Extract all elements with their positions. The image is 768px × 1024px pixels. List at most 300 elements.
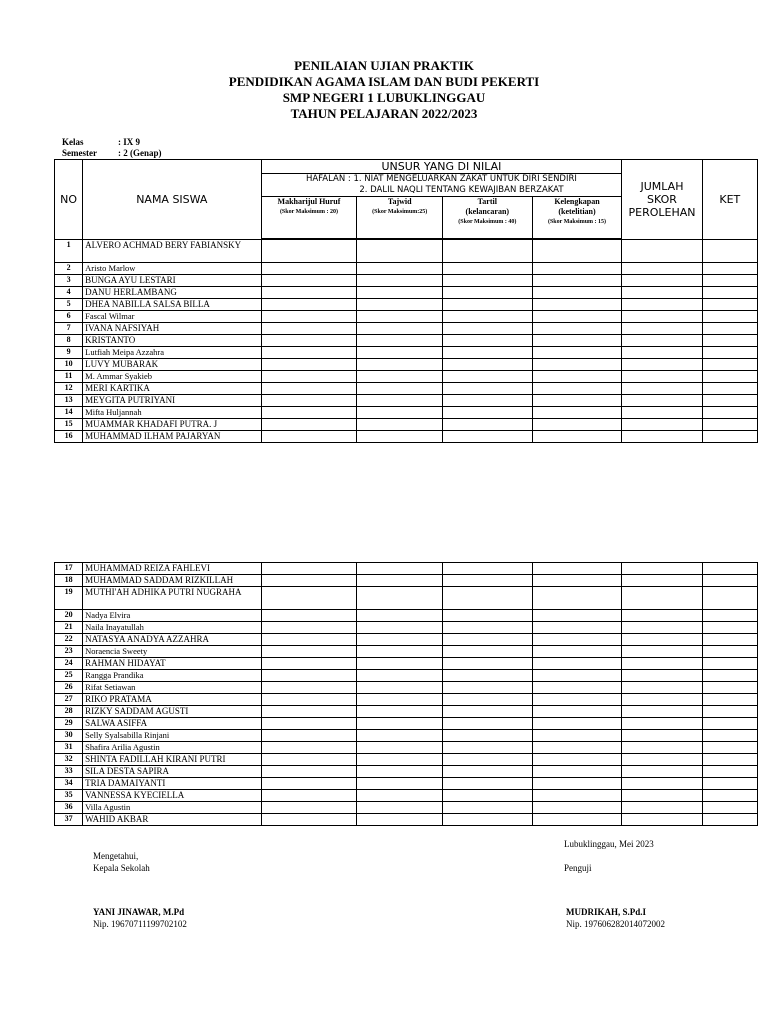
- score-cell[interactable]: [622, 646, 702, 658]
- score-cell[interactable]: [622, 790, 702, 802]
- score-cell[interactable]: [532, 682, 622, 694]
- score-cell[interactable]: [261, 371, 357, 383]
- score-cell[interactable]: [357, 311, 443, 323]
- score-cell[interactable]: [442, 646, 532, 658]
- score-cell[interactable]: [702, 622, 757, 634]
- score-cell[interactable]: [442, 563, 532, 575]
- header-jumlah-skor: [622, 160, 702, 240]
- score-cell[interactable]: [532, 730, 622, 742]
- score-cell[interactable]: [442, 634, 532, 646]
- score-cell[interactable]: [702, 263, 757, 275]
- tartil-title: Tartil: [477, 197, 497, 206]
- score-cell[interactable]: [532, 802, 622, 814]
- student-name: RIZKY SADDAM AGUSTI: [83, 706, 261, 718]
- score-cell[interactable]: [357, 575, 443, 587]
- score-cell[interactable]: [357, 742, 443, 754]
- student-name: Aristo Marlow: [83, 263, 261, 275]
- hafalan-line2: 2. DALIL NAQLI TENTANG KEWAJIBAN BERZAKAT: [359, 185, 564, 195]
- score-cell[interactable]: [357, 347, 443, 359]
- score-cell[interactable]: [261, 407, 357, 419]
- score-cell[interactable]: [442, 347, 532, 359]
- score-cell[interactable]: [622, 419, 702, 431]
- penguji-label: Penguji: [564, 863, 592, 873]
- score-cell[interactable]: [532, 694, 622, 706]
- score-cell[interactable]: [442, 407, 532, 419]
- table-row: [55, 395, 758, 407]
- score-cell[interactable]: [357, 706, 443, 718]
- score-cell[interactable]: [702, 814, 757, 826]
- score-cell[interactable]: [702, 419, 757, 431]
- score-cell[interactable]: [622, 658, 702, 670]
- score-cell[interactable]: [702, 371, 757, 383]
- score-cell[interactable]: [442, 718, 532, 730]
- table-row: [55, 575, 758, 587]
- score-cell[interactable]: [261, 575, 357, 587]
- score-cell[interactable]: [261, 646, 357, 658]
- student-number: 7: [55, 323, 83, 335]
- score-cell[interactable]: [532, 790, 622, 802]
- score-cell[interactable]: [702, 706, 757, 718]
- score-cell[interactable]: [532, 395, 622, 407]
- table-row: [55, 359, 758, 371]
- score-cell[interactable]: [442, 622, 532, 634]
- student-number: 11: [55, 371, 83, 383]
- score-cell[interactable]: [442, 299, 532, 311]
- score-cell[interactable]: [261, 790, 357, 802]
- score-cell[interactable]: [261, 718, 357, 730]
- score-cell[interactable]: [702, 682, 757, 694]
- score-cell[interactable]: [357, 395, 443, 407]
- score-cell[interactable]: [532, 646, 622, 658]
- score-cell[interactable]: [261, 682, 357, 694]
- score-cell[interactable]: [532, 658, 622, 670]
- score-cell[interactable]: [442, 766, 532, 778]
- score-cell[interactable]: [442, 335, 532, 347]
- student-number: 21: [55, 622, 83, 634]
- student-number: 5: [55, 299, 83, 311]
- score-cell[interactable]: [357, 275, 443, 287]
- score-cell[interactable]: [442, 287, 532, 299]
- score-cell[interactable]: [532, 670, 622, 682]
- student-name: ALVERO ACHMAD BERY FABIANSKY: [83, 240, 261, 263]
- title-line-1: PENILAIAN UJIAN PRAKTIK: [294, 58, 474, 73]
- score-cell[interactable]: [357, 802, 443, 814]
- score-cell[interactable]: [622, 814, 702, 826]
- student-name: MERI KARTIKA: [83, 383, 261, 395]
- score-cell[interactable]: [261, 563, 357, 575]
- student-name: BUNGA AYU LESTARI: [83, 275, 261, 287]
- semester-value: : 2 (Genap): [118, 148, 162, 158]
- score-cell[interactable]: [532, 706, 622, 718]
- score-cell[interactable]: [532, 263, 622, 275]
- score-cell[interactable]: [702, 323, 757, 335]
- score-cell[interactable]: [442, 575, 532, 587]
- header-kelengkapan: [532, 197, 622, 239]
- score-cell[interactable]: [702, 646, 757, 658]
- table-row: [55, 742, 758, 754]
- tajwid-sub: (Skor Maksimum:25): [372, 209, 428, 215]
- score-cell[interactable]: [532, 311, 622, 323]
- score-cell[interactable]: [261, 742, 357, 754]
- student-number: 24: [55, 658, 83, 670]
- score-cell[interactable]: [532, 275, 622, 287]
- table-row: [55, 263, 758, 275]
- score-cell[interactable]: [357, 682, 443, 694]
- score-cell[interactable]: [622, 263, 702, 275]
- score-cell[interactable]: [622, 778, 702, 790]
- score-cell[interactable]: [702, 634, 757, 646]
- score-cell[interactable]: [357, 299, 443, 311]
- score-cell[interactable]: [532, 634, 622, 646]
- score-cell[interactable]: [442, 587, 532, 610]
- student-name: MUHAMMAD ILHAM PAJARYAN: [83, 431, 261, 443]
- score-cell[interactable]: [622, 383, 702, 395]
- score-cell[interactable]: [261, 359, 357, 371]
- score-cell[interactable]: [357, 431, 443, 443]
- score-cell[interactable]: [261, 706, 357, 718]
- student-name: Noraencia Sweety: [83, 646, 261, 658]
- score-cell[interactable]: [532, 323, 622, 335]
- score-cell[interactable]: [702, 240, 757, 263]
- score-cell[interactable]: [261, 323, 357, 335]
- score-cell[interactable]: [532, 287, 622, 299]
- student-name: Naila Inayatullah: [83, 622, 261, 634]
- score-cell[interactable]: [442, 323, 532, 335]
- score-cell[interactable]: [622, 323, 702, 335]
- score-cell[interactable]: [622, 431, 702, 443]
- score-cell[interactable]: [702, 383, 757, 395]
- score-cell[interactable]: [442, 658, 532, 670]
- score-cell[interactable]: [622, 407, 702, 419]
- score-cell[interactable]: [702, 694, 757, 706]
- score-cell[interactable]: [261, 730, 357, 742]
- hafalan-line1: HAFALAN : 1. NIAT MENGELUARKAN ZAKAT UNTUK DIRI SENDIRI: [305, 174, 577, 184]
- score-cell[interactable]: [532, 766, 622, 778]
- score-cell[interactable]: [622, 395, 702, 407]
- score-cell[interactable]: [622, 371, 702, 383]
- score-cell[interactable]: [622, 766, 702, 778]
- score-cell[interactable]: [622, 802, 702, 814]
- score-cell[interactable]: [442, 706, 532, 718]
- score-cell[interactable]: [532, 575, 622, 587]
- score-cell[interactable]: [702, 587, 757, 610]
- student-name: DANU HERLAMBANG: [83, 287, 261, 299]
- score-cell[interactable]: [532, 419, 622, 431]
- score-cell[interactable]: [702, 670, 757, 682]
- score-cell[interactable]: [702, 407, 757, 419]
- score-cell[interactable]: [702, 766, 757, 778]
- right-signer-name: MUDRIKAH, S.Pd.I: [566, 907, 647, 917]
- score-cell[interactable]: [357, 240, 443, 263]
- score-cell[interactable]: [622, 682, 702, 694]
- score-cell[interactable]: [622, 575, 702, 587]
- header-jumlah-line2: SKOR: [647, 193, 677, 206]
- score-cell[interactable]: [622, 311, 702, 323]
- student-name: MUAMMAR KHADAFI PUTRA. J: [83, 419, 261, 431]
- score-cell[interactable]: [261, 395, 357, 407]
- score-cell[interactable]: [702, 754, 757, 766]
- score-cell[interactable]: [622, 694, 702, 706]
- score-cell[interactable]: [622, 634, 702, 646]
- score-cell[interactable]: [702, 610, 757, 622]
- score-cell[interactable]: [702, 658, 757, 670]
- score-cell[interactable]: [261, 383, 357, 395]
- score-cell[interactable]: [622, 730, 702, 742]
- score-cell[interactable]: [357, 670, 443, 682]
- score-cell[interactable]: [702, 563, 757, 575]
- score-cell[interactable]: [442, 802, 532, 814]
- document-title: [0, 58, 768, 122]
- score-cell[interactable]: [357, 694, 443, 706]
- score-cell[interactable]: [261, 347, 357, 359]
- score-cell[interactable]: [622, 299, 702, 311]
- score-cell[interactable]: [357, 371, 443, 383]
- table-row: [55, 718, 758, 730]
- score-cell[interactable]: [622, 754, 702, 766]
- header-hafalan: [261, 174, 622, 197]
- score-cell[interactable]: [442, 371, 532, 383]
- score-cell[interactable]: [532, 718, 622, 730]
- score-cell[interactable]: [532, 240, 622, 263]
- score-cell[interactable]: [702, 287, 757, 299]
- score-cell[interactable]: [261, 275, 357, 287]
- score-cell[interactable]: [622, 587, 702, 610]
- score-cell[interactable]: [622, 742, 702, 754]
- student-name: DHEA NABILLA SALSA BILLA: [83, 299, 261, 311]
- score-cell[interactable]: [532, 359, 622, 371]
- student-name: LUVY MUBARAK: [83, 359, 261, 371]
- score-cell[interactable]: [357, 287, 443, 299]
- score-cell[interactable]: [261, 634, 357, 646]
- score-cell[interactable]: [357, 622, 443, 634]
- score-cell[interactable]: [622, 359, 702, 371]
- score-cell[interactable]: [702, 742, 757, 754]
- student-number: 3: [55, 275, 83, 287]
- score-cell[interactable]: [532, 335, 622, 347]
- score-cell[interactable]: [442, 790, 532, 802]
- score-cell[interactable]: [261, 670, 357, 682]
- kelengkapan-title2: (ketelitian): [558, 207, 596, 216]
- score-cell[interactable]: [442, 311, 532, 323]
- score-cell[interactable]: [357, 790, 443, 802]
- table-row: [55, 311, 758, 323]
- score-cell[interactable]: [532, 814, 622, 826]
- score-cell[interactable]: [532, 383, 622, 395]
- score-cell[interactable]: [702, 730, 757, 742]
- score-cell[interactable]: [702, 802, 757, 814]
- score-cell[interactable]: [357, 407, 443, 419]
- score-cell[interactable]: [442, 754, 532, 766]
- score-cell[interactable]: [357, 766, 443, 778]
- score-cell[interactable]: [442, 742, 532, 754]
- score-cell[interactable]: [442, 263, 532, 275]
- student-number: 26: [55, 682, 83, 694]
- score-cell[interactable]: [261, 814, 357, 826]
- table-row: [55, 431, 758, 443]
- score-cell[interactable]: [702, 299, 757, 311]
- penguji-name: [566, 906, 646, 918]
- student-name: IVANA NAFSIYAH: [83, 323, 261, 335]
- score-cell[interactable]: [261, 287, 357, 299]
- kelengkapan-sub: (Skor Maksimum : 15): [547, 219, 607, 225]
- score-cell[interactable]: [442, 778, 532, 790]
- table-row: [55, 371, 758, 383]
- score-cell[interactable]: [357, 646, 443, 658]
- score-cell[interactable]: [261, 766, 357, 778]
- score-cell[interactable]: [532, 622, 622, 634]
- score-cell[interactable]: [622, 275, 702, 287]
- header-makharijul-huruf: [261, 197, 357, 239]
- header-tajwid: [357, 197, 443, 239]
- score-cell[interactable]: [532, 610, 622, 622]
- score-cell[interactable]: [357, 814, 443, 826]
- header-jumlah-line3: PEROLEHAN: [628, 206, 696, 219]
- score-cell[interactable]: [261, 419, 357, 431]
- score-cell[interactable]: [702, 335, 757, 347]
- place-date: Lubuklinggau, Mei 2023: [564, 839, 654, 849]
- score-cell[interactable]: [702, 431, 757, 443]
- score-cell[interactable]: [261, 754, 357, 766]
- student-number: 20: [55, 610, 83, 622]
- score-cell[interactable]: [442, 682, 532, 694]
- score-cell[interactable]: [702, 790, 757, 802]
- score-cell[interactable]: [532, 754, 622, 766]
- score-cell[interactable]: [532, 563, 622, 575]
- score-cell[interactable]: [357, 778, 443, 790]
- score-cell[interactable]: [261, 311, 357, 323]
- score-cell[interactable]: [357, 610, 443, 622]
- score-cell[interactable]: [261, 299, 357, 311]
- score-cell[interactable]: [442, 395, 532, 407]
- score-cell[interactable]: [702, 718, 757, 730]
- score-cell[interactable]: [532, 347, 622, 359]
- score-cell[interactable]: [357, 263, 443, 275]
- table-row: [55, 754, 758, 766]
- score-cell[interactable]: [702, 311, 757, 323]
- student-rows-part1: [55, 240, 758, 443]
- score-cell[interactable]: [702, 275, 757, 287]
- student-name: SHINTA FADILLAH KIRANI PUTRI: [83, 754, 261, 766]
- student-name: Selly Syalsabilla Rinjani: [83, 730, 261, 742]
- score-cell[interactable]: [357, 754, 443, 766]
- score-cell[interactable]: [357, 419, 443, 431]
- header-jumlah-line1: JUMLAH: [640, 180, 684, 193]
- score-cell[interactable]: [532, 778, 622, 790]
- left-signer-name: YANI JINAWAR, M.Pd: [93, 907, 185, 917]
- student-number: 14: [55, 407, 83, 419]
- score-cell[interactable]: [261, 658, 357, 670]
- score-cell[interactable]: [261, 802, 357, 814]
- score-cell[interactable]: [261, 610, 357, 622]
- score-cell[interactable]: [442, 730, 532, 742]
- score-cell[interactable]: [357, 323, 443, 335]
- score-cell[interactable]: [357, 718, 443, 730]
- student-number: 1: [55, 240, 83, 263]
- score-cell[interactable]: [261, 263, 357, 275]
- table-row: [55, 730, 758, 742]
- score-cell[interactable]: [357, 587, 443, 610]
- score-cell[interactable]: [622, 335, 702, 347]
- score-cell[interactable]: [622, 610, 702, 622]
- score-cell[interactable]: [261, 587, 357, 610]
- score-cell[interactable]: [622, 622, 702, 634]
- table-row: [55, 658, 758, 670]
- score-cell[interactable]: [357, 634, 443, 646]
- score-cell[interactable]: [442, 610, 532, 622]
- score-cell[interactable]: [357, 383, 443, 395]
- score-cell[interactable]: [532, 407, 622, 419]
- mengetahui-label: Mengetahui,: [93, 851, 139, 861]
- score-cell[interactable]: [442, 431, 532, 443]
- score-cell[interactable]: [442, 694, 532, 706]
- score-cell[interactable]: [442, 383, 532, 395]
- score-cell[interactable]: [442, 814, 532, 826]
- score-cell[interactable]: [622, 706, 702, 718]
- score-cell[interactable]: [261, 335, 357, 347]
- score-cell[interactable]: [702, 778, 757, 790]
- student-name: KRISTANTO: [83, 335, 261, 347]
- score-cell[interactable]: [702, 395, 757, 407]
- student-number: 31: [55, 742, 83, 754]
- score-cell[interactable]: [442, 419, 532, 431]
- score-cell[interactable]: [442, 240, 532, 263]
- score-cell[interactable]: [532, 371, 622, 383]
- score-cell[interactable]: [261, 622, 357, 634]
- score-cell[interactable]: [532, 742, 622, 754]
- table-row: [55, 778, 758, 790]
- score-cell[interactable]: [622, 563, 702, 575]
- student-name: RIKO PRATAMA: [83, 694, 261, 706]
- score-cell[interactable]: [532, 431, 622, 443]
- score-cell[interactable]: [702, 347, 757, 359]
- semester-label: Semester: [62, 148, 97, 158]
- score-cell[interactable]: [357, 359, 443, 371]
- tajwid-title: Tajwid: [387, 197, 412, 206]
- student-number: 25: [55, 670, 83, 682]
- kelengkapan-title: Kelengkapan: [554, 197, 600, 206]
- score-cell[interactable]: [532, 587, 622, 610]
- table-row: [55, 240, 758, 263]
- score-cell[interactable]: [261, 694, 357, 706]
- header-ket: KET: [702, 160, 757, 240]
- score-cell[interactable]: [442, 670, 532, 682]
- title-line-2: PENDIDIKAN AGAMA ISLAM DAN BUDI PEKERTI: [228, 74, 540, 89]
- score-cell[interactable]: [622, 347, 702, 359]
- score-cell[interactable]: [622, 240, 702, 263]
- score-cell[interactable]: [622, 670, 702, 682]
- score-cell[interactable]: [702, 575, 757, 587]
- score-cell[interactable]: [532, 299, 622, 311]
- student-name: WAHID AKBAR: [83, 814, 261, 826]
- score-cell[interactable]: [357, 658, 443, 670]
- table-row: [55, 275, 758, 287]
- student-number: 36: [55, 802, 83, 814]
- student-name: MUTHI'AH ADHIKA PUTRI NUGRAHA: [83, 587, 261, 610]
- score-cell[interactable]: [357, 730, 443, 742]
- score-cell[interactable]: [442, 359, 532, 371]
- table-row: [55, 407, 758, 419]
- score-cell[interactable]: [702, 359, 757, 371]
- student-number: 18: [55, 575, 83, 587]
- score-cell[interactable]: [357, 563, 443, 575]
- score-cell[interactable]: [261, 431, 357, 443]
- score-cell[interactable]: [261, 778, 357, 790]
- score-cell[interactable]: [622, 287, 702, 299]
- score-cell[interactable]: [261, 240, 357, 263]
- score-cell[interactable]: [357, 335, 443, 347]
- score-cell[interactable]: [622, 718, 702, 730]
- score-cell[interactable]: [442, 275, 532, 287]
